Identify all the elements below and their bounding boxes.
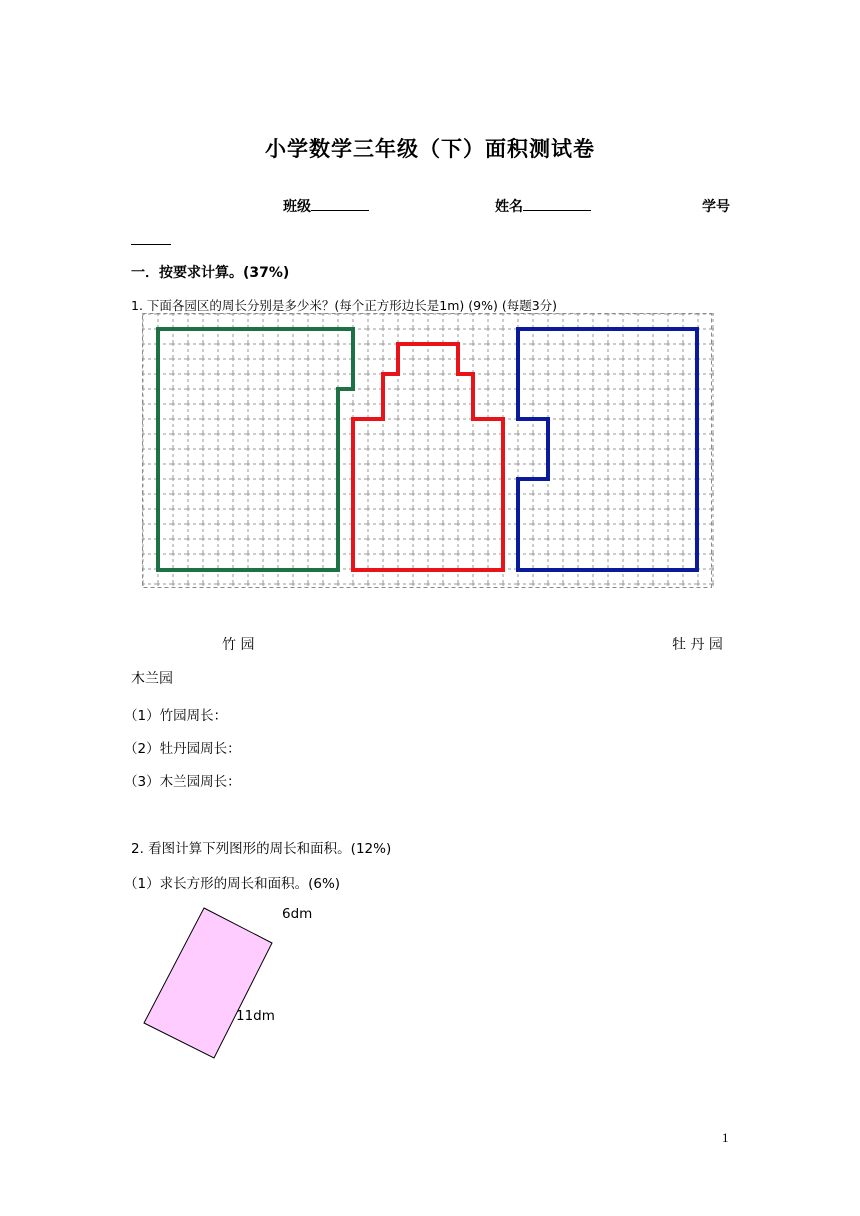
- class-field: [283, 196, 369, 216]
- question-1-text: 1. 下面各园区的周长分别是多少米？(每个正方形边长是1m) (9%) (每题3分): [131, 298, 558, 313]
- name-field: [495, 196, 591, 216]
- grid-background: [142, 313, 714, 589]
- section-heading: 一．按要求计算。(37%): [131, 265, 290, 281]
- answer-peony: （2）牡丹园周长：: [124, 741, 241, 757]
- rectangle-figure: [130, 898, 290, 1068]
- answer-magnolia: （3）木兰园周长：: [124, 774, 241, 790]
- question-2-sub1: （1）求长方形的周长和面积。(6%): [124, 876, 341, 892]
- class-blank: [311, 198, 369, 211]
- tilted-rectangle: [144, 908, 272, 1058]
- magnolia-garden-label: 木兰园: [131, 671, 173, 687]
- answer-bamboo: （1）竹园周长：: [124, 708, 228, 724]
- name-label: 姓名: [495, 199, 523, 215]
- id-label: 学号: [702, 199, 730, 215]
- length-label: 11dm: [236, 1008, 275, 1024]
- garden-grid-figure: [142, 313, 714, 589]
- class-label: 班级: [283, 199, 311, 215]
- page-title: 小学数学三年级（下）面积测试卷: [265, 137, 595, 161]
- width-label: 6dm: [282, 906, 313, 922]
- page-number: 1: [722, 1130, 729, 1145]
- peony-garden-label: 牡 丹 园: [672, 637, 723, 653]
- id-blank: [131, 244, 171, 245]
- name-blank: [523, 198, 591, 211]
- question-2-text: 2. 看图计算下列图形的周长和面积。(12%): [131, 841, 392, 857]
- bamboo-garden-label: 竹 园: [222, 637, 255, 653]
